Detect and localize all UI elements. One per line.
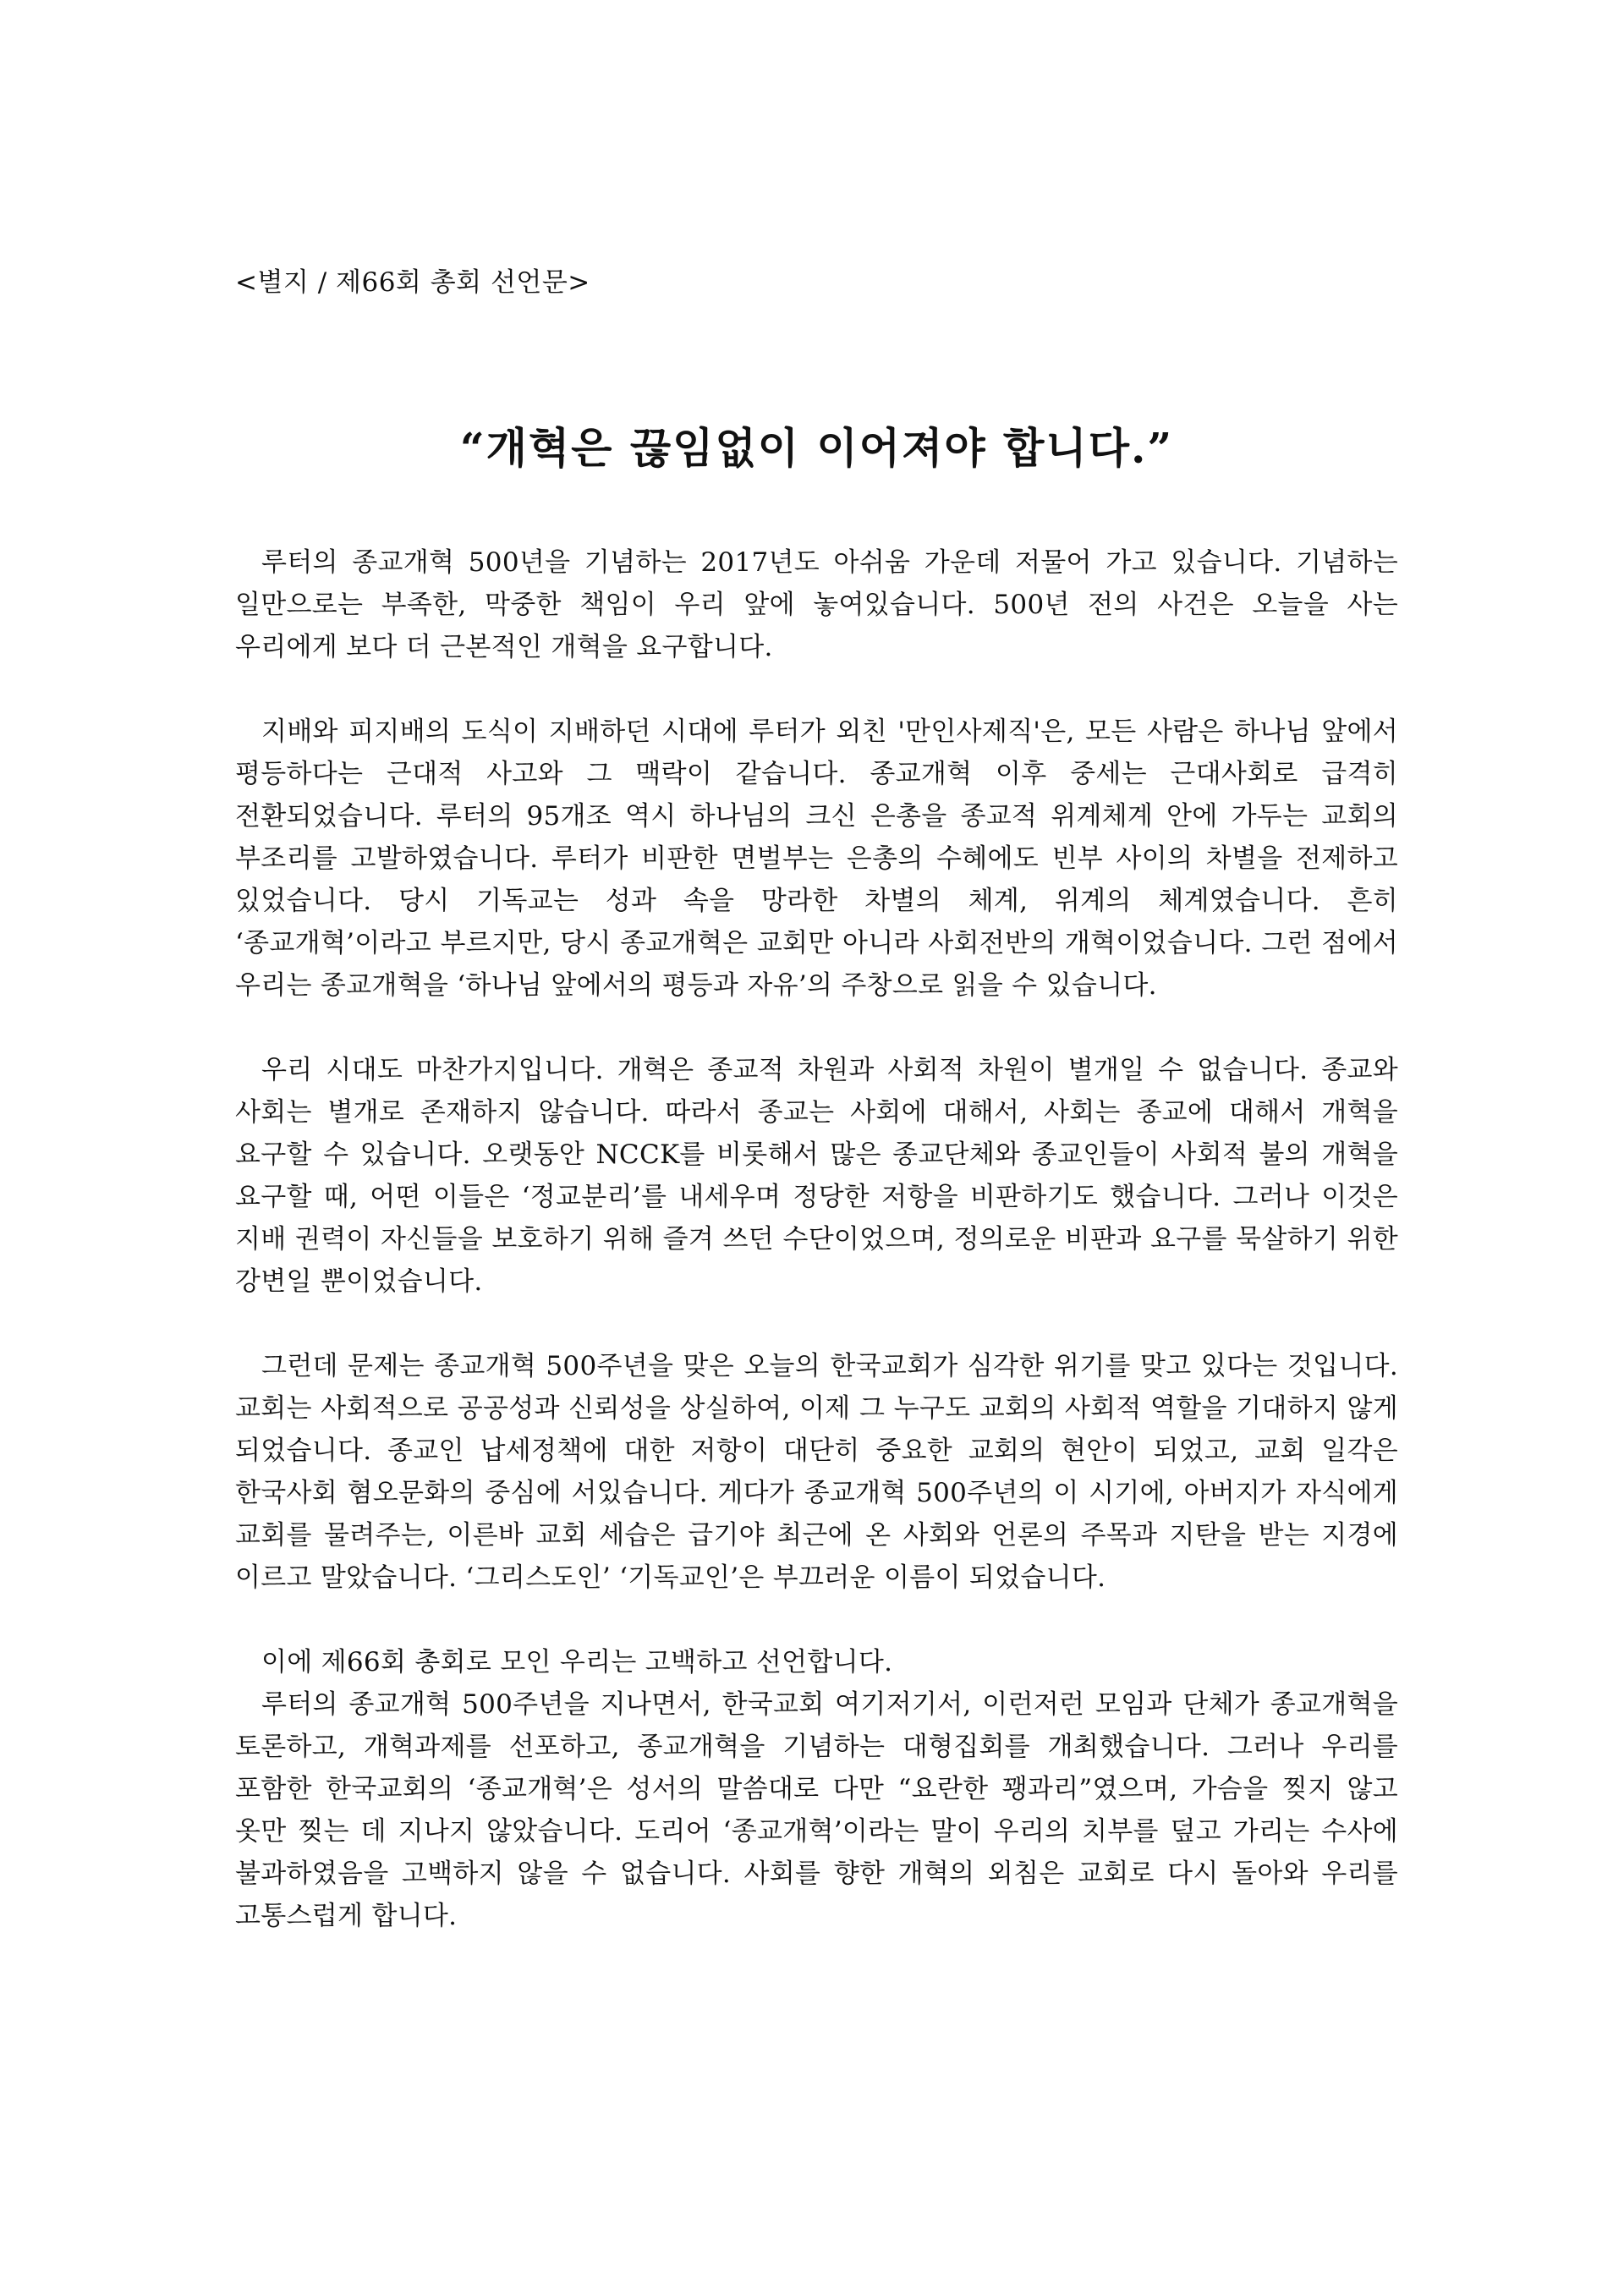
attachment-label: <별지 / 제66회 총회 선언문> [235, 267, 590, 298]
paragraph-5: 이에 제66회 총회로 모인 우리는 고백하고 선언합니다. [261, 1647, 893, 1677]
declaration-title: “개혁은 끊임없이 이어져야 합니다.” [459, 423, 1174, 473]
paragraph-2: 지배와 피지배의 도식이 지배하던 시대에 루터가 외친 '만인사제직'은, 모든 사람은 하나님 앞에서 평등하다는 근대적 사고와 그 맥락이 같습니다. 종교개혁 이후 중세는 근대사회로 급격히 전환되었습니다. 루터의 95개조 역시 하나님의 크신 은총을 종교적 위계체계 안에 가두는 교회의 부조리를 고발하였습니다. 루터가 비판한 면벌부는 은총의 수혜에도 빈부 사이의 차별을 전제하고 있었습니다. 당시 기독교는 성과 속을 망라한 차별의 체계, 위계의 체계였습니다. 흔히 ‘종교개혁’이라고 부르지만, 당시 종교개혁은 교회만 아니라 사회전반의 개혁이었습니다. 그런 점에서 우리는 종교개혁을 ‘하나님 앞에서의 평등과 자유’의 주창으로 읽을 수 있습니다. [235, 717, 1398, 1001]
paragraph-1: 루터의 종교개혁 500년을 기념하는 2017년도 아쉬움 가운데 저물어 가고 있습니다. 기념하는 일만으로는 부족한, 막중한 책임이 우리 앞에 놓여있습니다. 500년 전의 사건은 오늘을 사는 우리에게 보다 더 근본적인 개혁을 요구합니다. [235, 547, 1398, 662]
declaration-body [235, 541, 1398, 1937]
paragraph-6: 루터의 종교개혁 500주년을 지나면서, 한국교회 여기저기서, 이런저런 모임과 단체가 종교개혁을 토론하고, 개혁과제를 선포하고, 종교개혁을 기념하는 대형집회를 개최했습니다. 그러나 우리를 포함한 한국교회의 ‘종교개혁’은 성서의 말씀대로 다만 “요란한 꽹과리”였으며, 가슴을 찢지 않고 옷만 찢는 데 지나지 않았습니다. 도리어 ‘종교개혁’이라는 말이 우리의 치부를 덮고 가리는 수사에 불과하였음을 고백하지 않을 수 없습니다. 사회를 향한 개혁의 외침은 교회로 다시 돌아와 우리를 고통스럽게 합니다. [235, 1689, 1398, 1931]
paragraph-3: 우리 시대도 마찬가지입니다. 개혁은 종교적 차원과 사회적 차원이 별개일 수 없습니다. 종교와 사회는 별개로 존재하지 않습니다. 따라서 종교는 사회에 대해서, 사회는 종교에 대해서 개혁을 요구할 수 있습니다. 오랫동안 NCCK를 비롯해서 많은 종교단체와 종교인들이 사회적 불의 개혁을 요구할 때, 어떤 이들은 ‘정교분리’를 내세우며 정당한 저항을 비판하기도 했습니다. 그러나 이것은 지배 권력이 자신들을 보호하기 위해 즐겨 쓰던 수단이었으며, 정의로운 비판과 요구를 묵살하기 위한 강변일 뿐이었습니다. [235, 1055, 1398, 1297]
paragraph-4: 그런데 문제는 종교개혁 500주년을 맞은 오늘의 한국교회가 심각한 위기를 맞고 있다는 것입니다. 교회는 사회적으로 공공성과 신뢰성을 상실하여, 이제 그 누구도 교회의 사회적 역할을 기대하지 않게 되었습니다. 종교인 납세정책에 대한 저항이 대단히 중요한 교회의 현안이 되었고, 교회 일각은 한국사회 혐오문화의 중심에 서있습니다. 게다가 종교개혁 500주년의 이 시기에, 아버지가 자식에게 교회를 물려주는, 이른바 교회 세습은 급기야 최근에 온 사회와 언론의 주목과 지탄을 받는 지경에 이르고 말았습니다. ‘그리스도인’ ‘기독교인’은 부끄러운 이름이 되었습니다. [235, 1351, 1398, 1593]
